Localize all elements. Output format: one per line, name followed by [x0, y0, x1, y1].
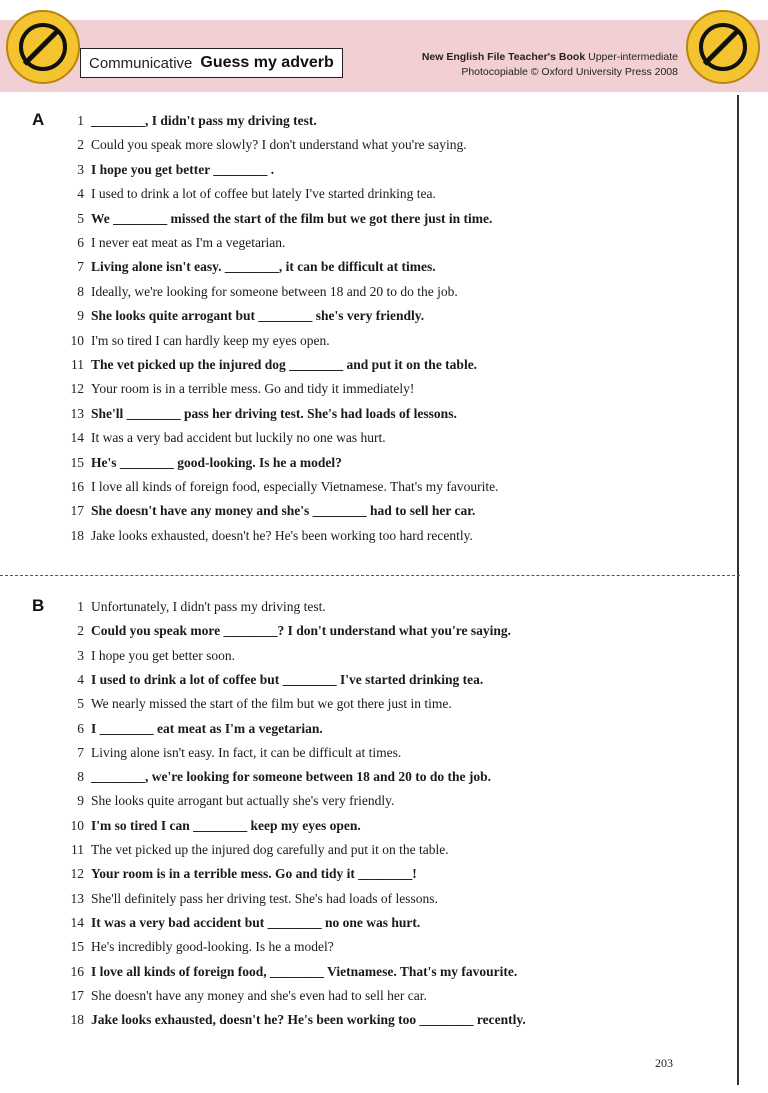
sentence-number: 4	[77, 186, 84, 202]
worksheet-category: Communicative	[89, 54, 193, 72]
sentence-number: 10	[70, 332, 84, 348]
sentence-row	[60, 503, 475, 525]
sentence-text: We ________ missed the start of the film but we got there just in time.	[91, 210, 493, 226]
sentence-row	[60, 430, 386, 452]
sentence-number: 7	[77, 744, 84, 760]
sentence-number: 8	[77, 283, 84, 299]
sentence-number: 5	[77, 696, 84, 712]
sentence-row	[60, 939, 334, 961]
sentence-text: I'm so tired I can hardly keep my eyes open.	[91, 332, 330, 348]
no-sign-icon	[699, 23, 747, 71]
sentence-row	[60, 866, 417, 888]
sentence-text: She looks quite arrogant but actually she's very friendly.	[91, 793, 395, 809]
sentence-text: I ________ eat meat as I'm a vegetarian.	[91, 720, 323, 736]
sentence-text: The vet picked up the injured dog carefully and put it on the table.	[91, 842, 449, 857]
sentence-number: 1	[77, 113, 84, 128]
copyright-notice: Photocopiable © Oxford University Press 2008	[461, 66, 678, 78]
sentence-number: 9	[77, 793, 84, 809]
sentence-text: ________, we're looking for someone between 18 and 20 to do the job.	[91, 769, 491, 785]
sentence-number: 13	[70, 890, 84, 906]
sentence-row	[60, 259, 436, 281]
sentence-row	[60, 623, 511, 645]
sentence-row	[60, 745, 401, 767]
sentence-number: 15	[70, 454, 84, 470]
sentence-text: She doesn't have any money and she's even had to sell her car.	[91, 987, 427, 1003]
sentence-number: 3	[77, 647, 84, 663]
sentence-number: 13	[70, 405, 84, 421]
sentence-text: It was a very bad accident but ________ no one was hurt.	[91, 914, 421, 930]
sentence-number: 11	[71, 357, 84, 372]
sentence-number: 16	[70, 963, 84, 979]
sentence-text: Jake looks exhausted, doesn't he? He's been working too hard recently.	[91, 527, 473, 543]
sentence-number: 5	[77, 210, 84, 226]
sentence-text: She'll ________ pass her driving test. She's had loads of lessons.	[91, 405, 457, 421]
publication-info	[422, 50, 678, 80]
sentence-text: Could you speak more slowly? I don't understand what you're saying.	[91, 137, 467, 153]
cut-line-divider	[0, 575, 740, 576]
section-b-letter: B	[32, 596, 45, 615]
sentence-text: Your room is in a terrible mess. Go and tidy it immediately!	[91, 381, 415, 397]
sentence-row	[60, 381, 414, 403]
sentence-number: 7	[77, 259, 84, 275]
sentence-text: I love all kinds of foreign food, especially Vietnamese. That's my favourite.	[91, 479, 499, 494]
sentence-number: 4	[77, 671, 84, 687]
sentence-row	[60, 162, 274, 184]
sentence-text: The vet picked up the injured dog ________ and put it on the table.	[91, 357, 478, 372]
sentence-number: 6	[77, 720, 84, 736]
sentence-number: 18	[70, 527, 84, 543]
sentence-text: We nearly missed the start of the film but we got there just in time.	[91, 696, 452, 712]
sentence-row	[60, 479, 499, 501]
sentence-number: 17	[70, 503, 84, 519]
sentence-number: 12	[70, 381, 84, 397]
sentence-text: Jake looks exhausted, doesn't he? He's been working too ________ recently.	[91, 1012, 526, 1028]
sentence-number: 2	[77, 137, 84, 153]
sentence-row	[60, 793, 394, 815]
sentence-number: 17	[70, 987, 84, 1003]
sentence-row	[60, 672, 483, 694]
sentence-row	[60, 1012, 526, 1034]
sentence-row	[60, 137, 467, 159]
sentence-row	[60, 915, 420, 937]
sentence-row	[60, 113, 317, 135]
no-sign-icon	[19, 23, 67, 71]
sentence-text: I love all kinds of foreign food, ________ Vietnamese. That's my favourite.	[91, 963, 518, 979]
sentence-text: It was a very bad accident but luckily no one was hurt.	[91, 430, 386, 446]
publication-title: New English File Teacher's Book	[421, 51, 586, 63]
sentence-row	[60, 308, 424, 330]
sentence-number: 2	[77, 623, 84, 639]
sentence-text: Your room is in a terrible mess. Go and tidy it ________!	[91, 866, 417, 882]
sentence-text: I used to drink a lot of coffee but lately I've started drinking tea.	[91, 186, 436, 202]
sentence-text: Living alone isn't easy. In fact, it can be difficult at times.	[91, 744, 402, 760]
sentence-number: 1	[77, 599, 84, 614]
sentence-number: 16	[70, 479, 84, 494]
sentence-text: ________, I didn't pass my driving test.	[91, 113, 317, 128]
sentence-number: 9	[77, 308, 84, 324]
sentence-text: Unfortunately, I didn't pass my driving test.	[91, 599, 326, 614]
sentence-number: 12	[70, 866, 84, 882]
worksheet-title-box	[80, 48, 343, 78]
sentence-row	[60, 818, 361, 840]
sentence-text: I hope you get better soon.	[91, 647, 235, 663]
sentence-row	[60, 235, 285, 257]
sentence-row	[60, 648, 235, 670]
sentence-number: 14	[70, 914, 84, 930]
sentence-text: I'm so tired I can ________ keep my eyes open.	[91, 817, 361, 833]
sentence-row	[60, 696, 452, 718]
sentence-number: 18	[70, 1012, 84, 1028]
sentence-row	[60, 528, 473, 550]
watermark-badge-left[interactable]	[6, 10, 80, 84]
sentence-number: 8	[77, 769, 84, 785]
sentence-row	[60, 284, 458, 306]
sentence-text: I never eat meat as I'm a vegetarian.	[91, 235, 286, 250]
sentence-row	[60, 891, 438, 913]
sentence-row	[60, 599, 326, 621]
sentence-text: I used to drink a lot of coffee but ________ I've started drinking tea.	[91, 671, 484, 687]
sentence-row	[60, 357, 477, 379]
sentence-text: She'll definitely pass her driving test. She's had loads of lessons.	[91, 890, 438, 906]
worksheet-title: Guess my adverb	[200, 54, 334, 71]
sentence-text: I hope you get better ________ .	[91, 161, 275, 177]
sentence-row	[60, 333, 330, 355]
sentence-text: She doesn't have any money and she's ________ had to sell her car.	[91, 503, 476, 519]
sentence-row	[60, 211, 492, 233]
sentence-number: 10	[70, 817, 84, 833]
sentence-number: 11	[71, 842, 84, 857]
sentence-text: He's ________ good-looking. Is he a model?	[91, 454, 342, 470]
watermark-badge-right[interactable]	[686, 10, 760, 84]
sentence-text: Could you speak more ________? I don't understand what you're saying.	[91, 623, 511, 639]
sentence-text: Living alone isn't easy. ________, it can be difficult at times.	[91, 259, 436, 275]
sentence-row	[60, 964, 517, 986]
sentence-number: 3	[77, 161, 84, 177]
sentence-text: She looks quite arrogant but ________ she's very friendly.	[91, 308, 425, 324]
sentence-number: 15	[70, 939, 84, 955]
sentence-number: 6	[77, 235, 84, 250]
sentence-row	[60, 186, 436, 208]
sentence-number: 14	[70, 430, 84, 446]
sentence-row	[60, 842, 449, 864]
sentence-text: He's incredibly good-looking. Is he a model?	[91, 939, 334, 955]
cut-line-vertical	[737, 95, 739, 1085]
sentence-row	[60, 455, 342, 477]
publication-level: Upper-intermediate	[588, 51, 678, 63]
section-a-letter: A	[32, 110, 45, 129]
page-number: 203	[655, 1056, 673, 1070]
sentence-row	[60, 721, 323, 743]
sentence-text: Ideally, we're looking for someone between 18 and 20 to do the job.	[91, 283, 458, 299]
sentence-row	[60, 406, 457, 428]
sentence-row	[60, 769, 491, 791]
sentence-row	[60, 988, 427, 1010]
